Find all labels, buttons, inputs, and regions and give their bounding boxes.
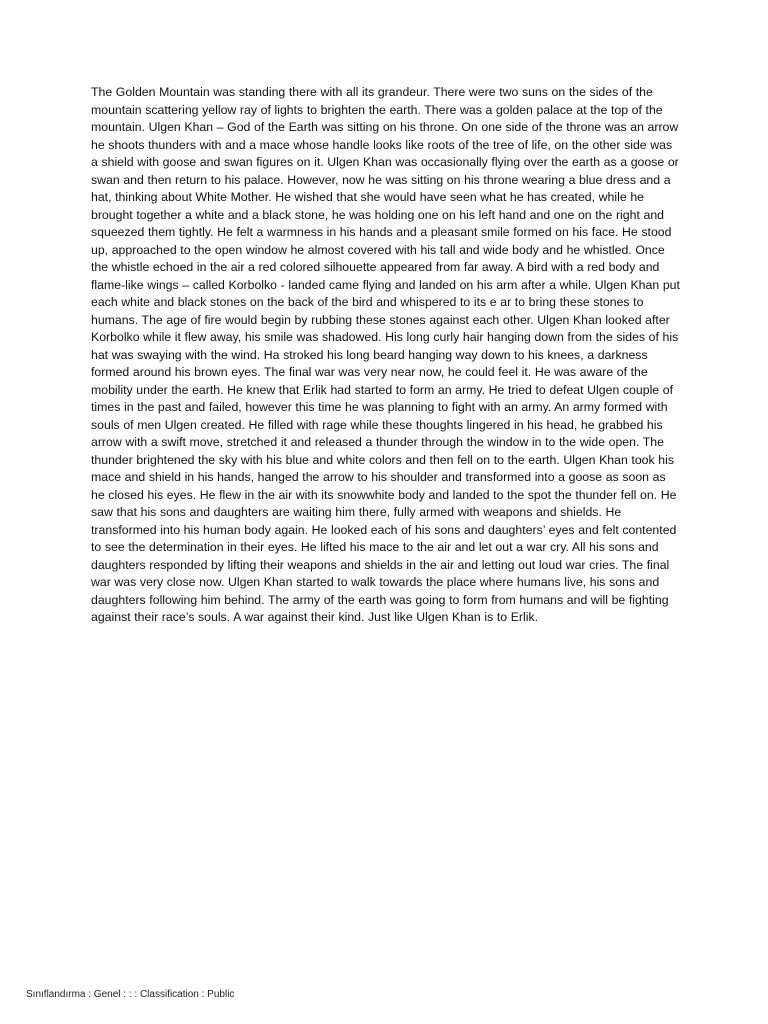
story-paragraph: The Golden Mountain was standing there with all its grandeur. There were two suns on the sides of the mountain scattering yellow ray of lights to brighten the earth. There was a golden palace at the top of the mountain. Ulgen Khan – God of the Earth was sitting on his throne. On one side of the throne was an arrow he shoots thunders with and a mace whose handle looks like roots of the tree of life, on the other side was a shield with goose and swan figures on it. Ulgen Khan was occasionally flying over the earth as a goose or swan and then return to his palace. However, now he was sitting on his throne wearing a blue dress and a hat, thinking about White Mother. He wished that she would have seen what he has created, while he brought together a white and a black stone, he was holding one on his left hand and one on the right and squeezed them tightly. He felt a warmness in his hands and a pleasant smile formed on his face. He stood up, approached to the open window he almost covered with his tall and wide body and he whistled. Once the whistle echoed in the air a red colored silhouette appeared from far away. A bird with a red body and flame-like wings – called Korbolko - landed came flying and landed on his arm after a while. Ulgen Khan put each white and black stones on the back of the bird and whispered to its e ar to bring these stones to humans. The age of fire would begin by rubbing these stones against each other. Ulgen Khan looked after Korbolko while it flew away, his smile was shadowed. His long curly hair hanging down from the sides of his hat was swaying with the wind. Ha stroked his long beard hanging way down to his knees, a darkness formed around his brown eyes. The final war was very near now, he could feel it. He was aware of the mobility under the earth. He knew that Erlik had started to form an army. He tried to defeat Ulgen couple of times in the past and failed, however this time he was planning to fight with an army. An army formed with souls of men Ulgen created. He filled with rage while these thoughts lingered in his head, he grabbed his arrow with a swift move, stretched it and released a thunder through the window in to the wide open. The thunder brightened the sky with his blue and white colors and then fell on to the earth. Ulgen Khan took his mace and shield in his hands, hanged the arrow to his shoulder and transformed into a goose as soon as he closed his eyes. He flew in the air with its snowwhite body and landed to the spot the thunder fell on. He saw that his sons and daughters are waiting him there, fully armed with weapons and shields. He transformed into his human body again. He looked each of his sons and daughters’ eyes and felt contented to see the determination in their eyes. He lifted his mace to the air and let out a war cry. All his sons and daughters responded by lifting their weapons and shields in the air and letting out loud war cries. The final war was very close now. Ulgen Khan started to walk towards the place where humans live, his sons and daughters following him behind. The army of the earth was going to form from humans and will be fighting against their race’s souls. A war against their kind. Just like Ulgen Khan is to Erlik. <box>91 85 680 624</box>
classification-footer: Sınıflandırma : Genel : : : Classification : Public <box>26 989 235 1000</box>
